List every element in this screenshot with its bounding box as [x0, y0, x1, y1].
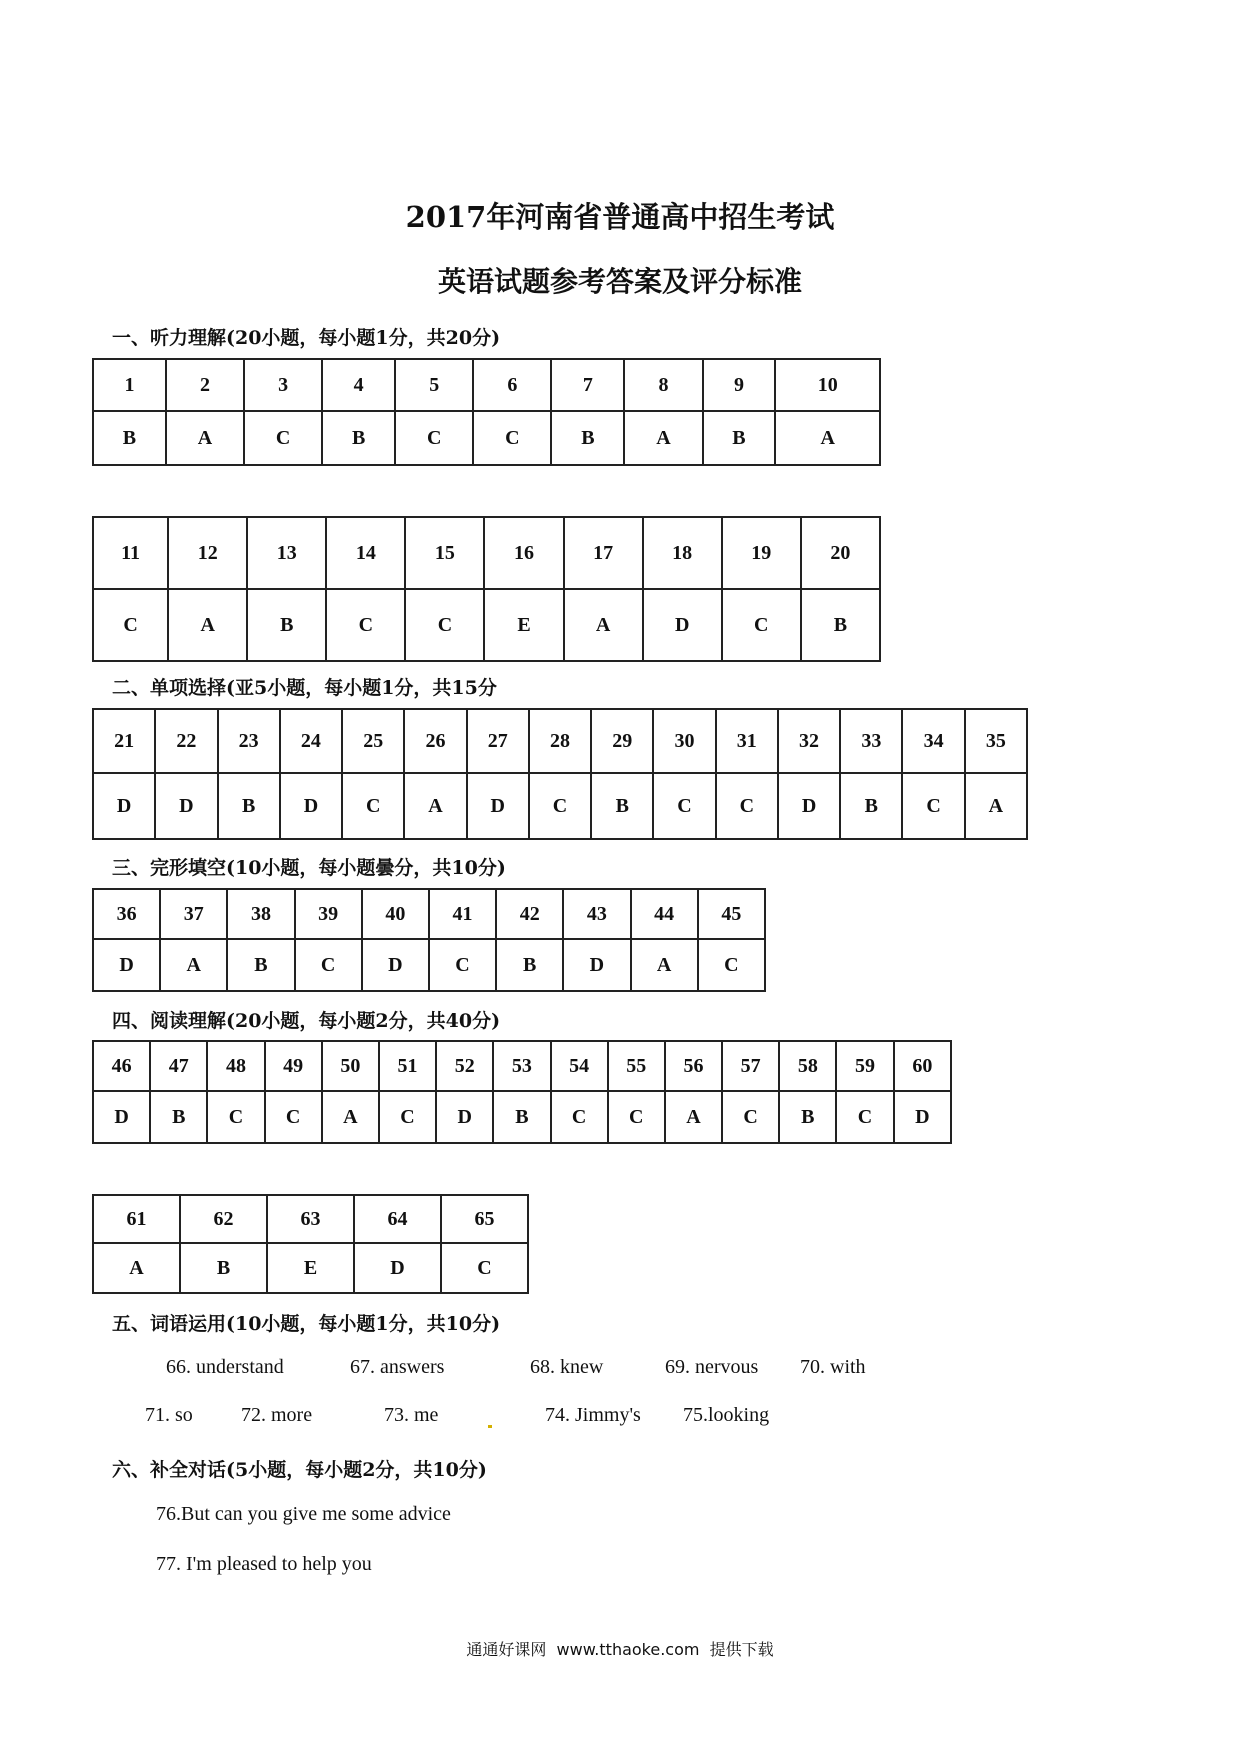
section-heading-single-choice: 二、单项选择(亚5小题，每小题1分，共15分: [112, 677, 497, 699]
question-number: 35: [965, 709, 1027, 773]
answer-cell: D: [778, 773, 840, 839]
question-number: 46: [93, 1041, 150, 1091]
question-number: 60: [894, 1041, 951, 1091]
answer-cell: A: [404, 773, 466, 839]
word-answer: 70. with: [800, 1356, 866, 1378]
answer-cell: C: [326, 589, 405, 661]
question-number: 13: [247, 517, 326, 589]
answer-cell: B: [840, 773, 902, 839]
section-heading-dialog: 六、补全对话(5小题，每小题2分，共10分): [112, 1459, 487, 1481]
answer-cell: A: [93, 1243, 180, 1293]
question-number-row: [93, 1041, 951, 1091]
answer-cell: D: [354, 1243, 441, 1293]
answer-row: [93, 939, 765, 991]
word-answer: 66. understand: [166, 1356, 284, 1378]
answer-row: [93, 1091, 951, 1143]
question-number: 43: [563, 889, 630, 939]
answer-table-1-10: [92, 358, 881, 466]
question-number: 54: [551, 1041, 608, 1091]
word-answer: 74. Jimmy's: [545, 1404, 641, 1426]
answer-cell: D: [280, 773, 342, 839]
question-number-row: [93, 1195, 528, 1243]
word-answer: 69. nervous: [665, 1356, 759, 1378]
question-number: 56: [665, 1041, 722, 1091]
question-number: 30: [653, 709, 715, 773]
answer-cell: A: [624, 411, 702, 465]
word-answer: 68. knew: [530, 1356, 604, 1378]
answer-cell: D: [155, 773, 217, 839]
question-number: 49: [265, 1041, 322, 1091]
question-number: 12: [168, 517, 247, 589]
answer-cell: C: [295, 939, 362, 991]
question-number: 6: [473, 359, 551, 411]
question-number: 51: [379, 1041, 436, 1091]
answer-cell: B: [551, 411, 624, 465]
question-number-row: [93, 709, 1027, 773]
answer-cell: D: [362, 939, 429, 991]
section-heading-cloze: 三、完形填空(10小题，每小题曇分，共10分): [112, 857, 506, 879]
question-number: 48: [207, 1041, 264, 1091]
question-number: 7: [551, 359, 624, 411]
question-number: 61: [93, 1195, 180, 1243]
answer-cell: C: [836, 1091, 893, 1143]
footer-source: 通通好课网 www.tthaoke.com 提供下载: [466, 1640, 774, 1659]
question-number: 19: [722, 517, 801, 589]
answer-cell: B: [703, 411, 776, 465]
answer-cell: A: [166, 411, 244, 465]
answer-cell: B: [493, 1091, 550, 1143]
question-number: 1: [93, 359, 166, 411]
question-number: 40: [362, 889, 429, 939]
answer-table-21-35: [92, 708, 1028, 840]
question-number: 59: [836, 1041, 893, 1091]
question-number: 24: [280, 709, 342, 773]
question-number: 20: [801, 517, 880, 589]
answer-cell: E: [484, 589, 563, 661]
answer-cell: C: [244, 411, 322, 465]
question-number: 11: [93, 517, 168, 589]
answer-cell: C: [529, 773, 591, 839]
word-answer: 71. so: [145, 1404, 193, 1426]
answer-cell: C: [722, 589, 801, 661]
question-number: 63: [267, 1195, 354, 1243]
question-number: 5: [395, 359, 473, 411]
answer-cell: D: [93, 939, 160, 991]
question-number: 2: [166, 359, 244, 411]
answer-cell: C: [653, 773, 715, 839]
question-number: 29: [591, 709, 653, 773]
word-answer: 72. more: [241, 1404, 313, 1426]
answer-cell: D: [563, 939, 630, 991]
question-number: 25: [342, 709, 404, 773]
question-number: 45: [698, 889, 765, 939]
answer-cell: B: [218, 773, 280, 839]
question-number: 50: [322, 1041, 379, 1091]
answer-cell: B: [322, 411, 395, 465]
answer-cell: B: [496, 939, 563, 991]
question-number: 65: [441, 1195, 528, 1243]
answer-cell: C: [551, 1091, 608, 1143]
answer-table-11-20: [92, 516, 881, 662]
question-number: 18: [643, 517, 722, 589]
question-number: 31: [716, 709, 778, 773]
answer-cell: A: [168, 589, 247, 661]
answer-cell: B: [779, 1091, 836, 1143]
question-number: 32: [778, 709, 840, 773]
answer-cell: C: [207, 1091, 264, 1143]
question-number: 52: [436, 1041, 493, 1091]
question-number: 10: [775, 359, 880, 411]
answer-cell: B: [180, 1243, 267, 1293]
question-number: 17: [564, 517, 643, 589]
answer-cell: C: [379, 1091, 436, 1143]
answer-cell: C: [608, 1091, 665, 1143]
question-number: 9: [703, 359, 776, 411]
question-number: 42: [496, 889, 563, 939]
answer-table-61-65: [92, 1194, 529, 1294]
answer-cell: A: [322, 1091, 379, 1143]
answer-cell: B: [227, 939, 294, 991]
answer-cell: B: [247, 589, 326, 661]
question-number: 26: [404, 709, 466, 773]
answer-row: [93, 773, 1027, 839]
answer-row: [93, 1243, 528, 1293]
question-number: 58: [779, 1041, 836, 1091]
question-number-row: [93, 889, 765, 939]
question-number: 57: [722, 1041, 779, 1091]
answer-cell: B: [591, 773, 653, 839]
answer-cell: A: [160, 939, 227, 991]
answer-cell: D: [894, 1091, 951, 1143]
question-number: 47: [150, 1041, 207, 1091]
answer-cell: E: [267, 1243, 354, 1293]
question-number: 37: [160, 889, 227, 939]
answer-cell: B: [801, 589, 880, 661]
word-answer: 67. answers: [350, 1356, 445, 1378]
question-number: 8: [624, 359, 702, 411]
section-heading-word-use: 五、词语运用(10小题，每小题1分，共10分): [112, 1313, 501, 1335]
answer-cell: C: [395, 411, 473, 465]
answer-cell: C: [698, 939, 765, 991]
question-number: 4: [322, 359, 395, 411]
question-number: 14: [326, 517, 405, 589]
answer-cell: B: [150, 1091, 207, 1143]
question-number: 22: [155, 709, 217, 773]
answer-cell: C: [405, 589, 484, 661]
question-number: 34: [902, 709, 964, 773]
question-number: 15: [405, 517, 484, 589]
word-answer: 73. me: [384, 1404, 439, 1426]
dialog-answer: 77. I'm pleased to help you: [156, 1553, 372, 1575]
answer-cell: C: [722, 1091, 779, 1143]
answer-row: [93, 589, 880, 661]
section-heading-reading: 四、阅读理解(20小题，每小题2分，共40分): [112, 1010, 501, 1032]
question-number: 64: [354, 1195, 441, 1243]
answer-cell: C: [429, 939, 496, 991]
answer-cell: A: [665, 1091, 722, 1143]
answer-cell: D: [93, 1091, 150, 1143]
answer-cell: B: [93, 411, 166, 465]
answer-cell: A: [631, 939, 698, 991]
answer-cell: D: [436, 1091, 493, 1143]
question-number: 3: [244, 359, 322, 411]
question-number: 39: [295, 889, 362, 939]
question-number: 44: [631, 889, 698, 939]
answer-cell: A: [564, 589, 643, 661]
question-number-row: [93, 359, 880, 411]
dialog-answer: 76.But can you give me some advice: [156, 1503, 451, 1525]
answer-cell: D: [93, 773, 155, 839]
answer-cell: D: [467, 773, 529, 839]
page-title: 2017年河南省普通高中招生考试: [405, 200, 835, 234]
question-number: 16: [484, 517, 563, 589]
answer-table-46-60: [92, 1040, 952, 1144]
answer-cell: C: [441, 1243, 528, 1293]
question-number: 53: [493, 1041, 550, 1091]
answer-cell: C: [473, 411, 551, 465]
answer-cell: D: [643, 589, 722, 661]
question-number: 55: [608, 1041, 665, 1091]
question-number: 36: [93, 889, 160, 939]
question-number: 62: [180, 1195, 267, 1243]
question-number: 21: [93, 709, 155, 773]
answer-cell: C: [716, 773, 778, 839]
question-number: 23: [218, 709, 280, 773]
section-heading-listening: 一、听力理解(20小题，每小题1分，共20分): [112, 327, 501, 349]
question-number: 28: [529, 709, 591, 773]
answer-cell: C: [265, 1091, 322, 1143]
answer-row: [93, 411, 880, 465]
answer-cell: C: [342, 773, 404, 839]
question-number-row: [93, 517, 880, 589]
answer-cell: A: [965, 773, 1027, 839]
page-subtitle: 英语试题参考答案及评分标准: [437, 265, 802, 298]
question-number: 41: [429, 889, 496, 939]
word-answer: 75.looking: [683, 1404, 770, 1426]
question-number: 38: [227, 889, 294, 939]
answer-cell: A: [775, 411, 880, 465]
answer-cell: C: [93, 589, 168, 661]
answer-cell: C: [902, 773, 964, 839]
stray-dot: [488, 1425, 492, 1428]
question-number: 33: [840, 709, 902, 773]
answer-table-36-45: [92, 888, 766, 992]
question-number: 27: [467, 709, 529, 773]
